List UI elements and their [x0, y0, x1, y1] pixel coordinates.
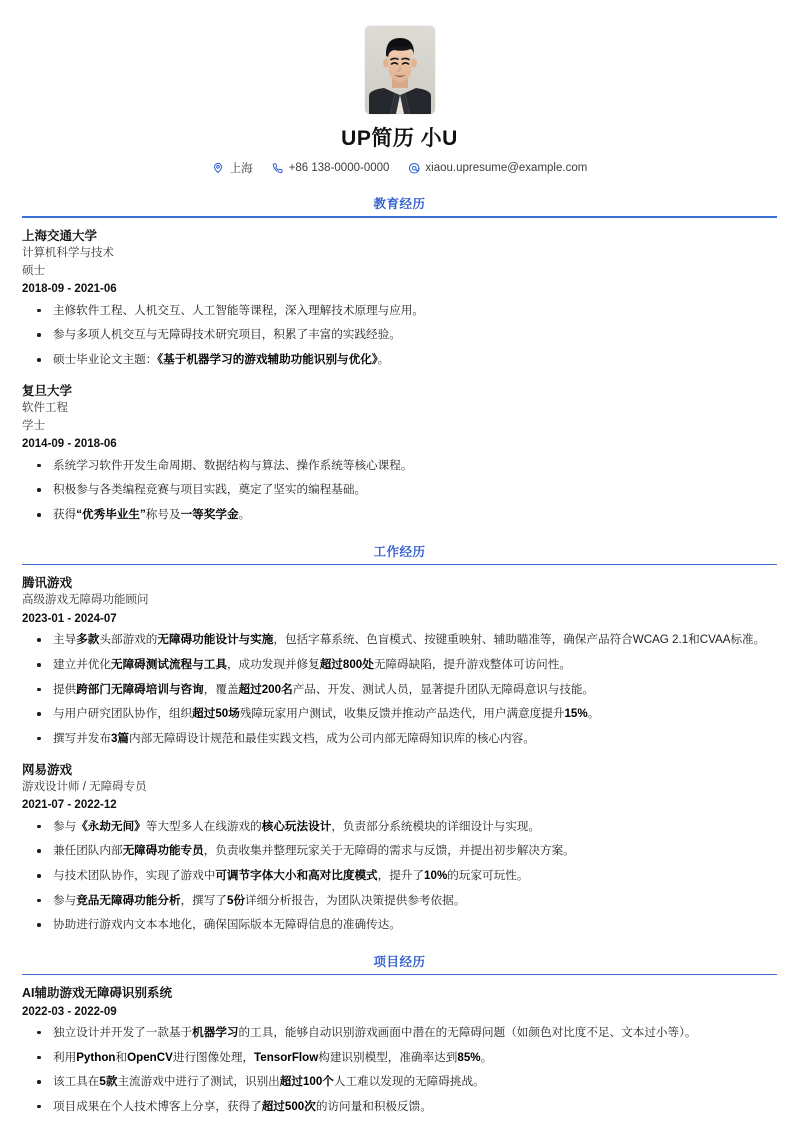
- contact-email-text: xiaou.upresume@example.com: [425, 162, 588, 175]
- entry-bullet-list: [22, 457, 777, 524]
- location-pin-icon: [212, 162, 225, 175]
- bullet-item: 主修软件工程、人机交互、人工智能等课程，深入理解技术原理与应用。: [22, 302, 777, 320]
- bullet-item: 参与竞品无障碍功能分析，撰写了5份详细分析报告，为团队决策提供参考依据。: [22, 892, 777, 910]
- resume-section: [22, 952, 777, 1115]
- entry-date-range: 2014-09 - 2018-06: [22, 438, 117, 451]
- profile-photo-image: [365, 26, 435, 114]
- phone-icon: [271, 162, 284, 175]
- contact-phone-text: +86 138-0000-0000: [288, 162, 390, 175]
- resume-entry: [22, 761, 777, 934]
- section-title: 项目经历: [373, 954, 426, 969]
- entry-organization: 上海交通大学: [22, 228, 98, 243]
- entry-organization: 腾讯游戏: [22, 576, 73, 591]
- bullet-item: 利用Python和OpenCV进行图像处理，TensorFlow构建识别模型，准确率达到85%。: [22, 1049, 777, 1067]
- bullet-item: 参与多项人机交互与无障碍技术研究项目，积累了丰富的实践经验。: [22, 326, 777, 344]
- resume-header: [22, 24, 777, 176]
- bullet-item: 硕士毕业论文主题：《基于机器学习的游戏辅助功能识别与优化》。: [22, 351, 777, 369]
- resume-section: [22, 542, 777, 934]
- entry-degree: 学士: [22, 419, 45, 432]
- resume-entry: [22, 984, 777, 1115]
- entry-bullet-list: [22, 818, 777, 934]
- email-at-icon: [407, 162, 420, 175]
- entry-date-range: 2023-01 - 2024-07: [22, 613, 117, 626]
- bullet-item: 独立设计并开发了一款基于机器学习的工具，能够自动识别游戏画面中潜在的无障碍问题（如颜色对比度不足、文本过小等）。: [22, 1024, 777, 1042]
- contact-location-text: 上海: [229, 163, 253, 176]
- entry-date-range: 2021-07 - 2022-12: [22, 799, 117, 812]
- entry-bullet-list: [22, 1024, 777, 1115]
- entry-subtitle: 计算机科学与技术: [22, 246, 114, 259]
- resume-section: [22, 194, 777, 523]
- bullet-item: 系统学习软件开发生命周期、数据结构与算法、操作系统等核心课程。: [22, 457, 777, 475]
- entry-bullet-list: [22, 302, 777, 369]
- section-title: 教育经历: [373, 197, 426, 212]
- bullet-item: 该工具在5款主流游戏中进行了测试，识别出超过100个人工难以发现的无障碍挑战。: [22, 1073, 777, 1091]
- bullet-item: 积极参与各类编程竞赛与项目实践，奠定了坚实的编程基础。: [22, 481, 777, 499]
- profile-photo: [365, 26, 435, 114]
- bullet-item: 兼任团队内部无障碍功能专员，负责收集并整理玩家关于无障碍的需求与反馈，并提出初步解决方案。: [22, 842, 777, 860]
- section-divider: [22, 564, 777, 566]
- entry-organization: 网易游戏: [22, 762, 73, 777]
- entry-organization: 复旦大学: [22, 383, 73, 398]
- entry-date-range: 2018-09 - 2021-06: [22, 283, 117, 296]
- bullet-item: 获得“优秀毕业生”称号及一等奖学金。: [22, 506, 777, 524]
- entry-organization: AI辅助游戏无障碍识别系统: [22, 986, 173, 1001]
- bullet-item: 撰写并发布3篇内部无障碍设计规范和最佳实践文档，成为公司内部无障碍知识库的核心内容。: [22, 730, 777, 748]
- bullet-item: 与技术团队协作，实现了游戏中可调节字体大小和高对比度模式，提升了10%的玩家可玩性。: [22, 867, 777, 885]
- entry-subtitle: 软件工程: [22, 401, 68, 414]
- bullet-item: 协助进行游戏内文本本地化，确保国际版本无障碍信息的准确传达。: [22, 916, 777, 934]
- section-divider: [22, 216, 777, 218]
- section-title: 工作经历: [373, 544, 426, 559]
- candidate-name: UP简历 小U: [341, 127, 458, 150]
- contact-email: [407, 162, 587, 175]
- entry-degree: 硕士: [22, 264, 45, 277]
- bullet-item: 与用户研究团队协作，组织超过50场残障玩家用户测试，收集反馈并推动产品迭代，用户满意度提升15%。: [22, 705, 777, 723]
- contact-location: [212, 160, 253, 176]
- resume-entry: [22, 227, 777, 369]
- entry-subtitle: 高级游戏无障碍功能顾问: [22, 594, 149, 607]
- bullet-item: 建立并优化无障碍测试流程与工具，成功发现并修复超过800处无障碍缺陷，提升游戏整体可访问性。: [22, 656, 777, 674]
- contact-row: [22, 160, 777, 176]
- bullet-item: 主导多款头部游戏的无障碍功能设计与实施，包括字幕系统、色盲模式、按键重映射、辅助瞄准等，确保产品符合WCAG 2.1和CVAA标准。: [22, 631, 777, 649]
- bullet-item: 提供跨部门无障碍培训与咨询，覆盖超过200名产品、开发、测试人员，显著提升团队无障碍意识与技能。: [22, 681, 777, 699]
- resume-entry: [22, 382, 777, 524]
- contact-phone: [271, 162, 390, 175]
- bullet-item: 参与《永劫无间》等大型多人在线游戏的核心玩法设计，负责部分系统模块的详细设计与实现。: [22, 818, 777, 836]
- entry-subtitle: 游戏设计师 / 无障碍专员: [22, 780, 147, 793]
- resume-entry: [22, 574, 777, 747]
- bullet-item: 项目成果在个人技术博客上分享，获得了超过500次的访问量和积极反馈。: [22, 1098, 777, 1116]
- section-divider: [22, 974, 777, 976]
- entry-date-range: 2022-03 - 2022-09: [22, 1005, 117, 1018]
- resume-sections: [22, 194, 777, 1115]
- entry-bullet-list: [22, 631, 777, 747]
